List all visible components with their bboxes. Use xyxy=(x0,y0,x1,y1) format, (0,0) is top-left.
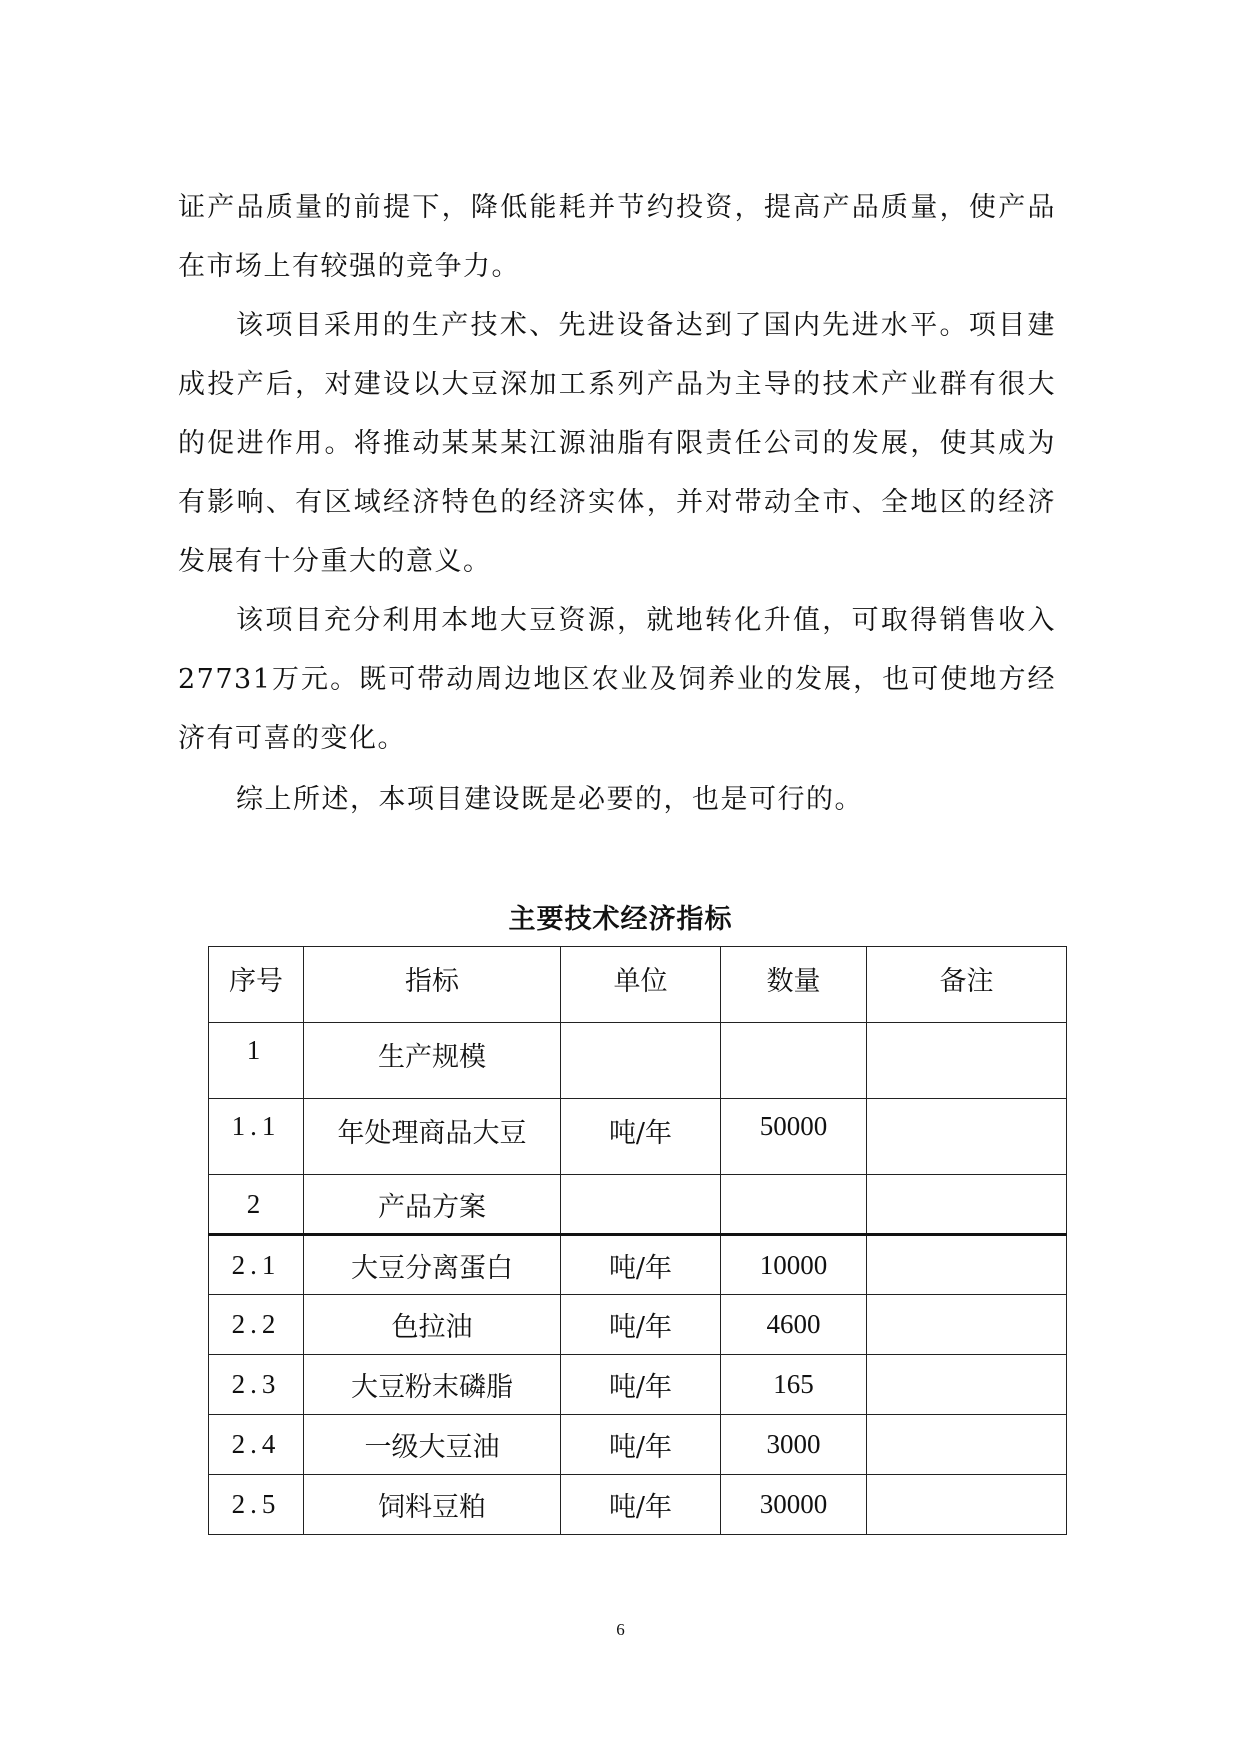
cell-quantity: 165 xyxy=(721,1355,867,1415)
table-header-row xyxy=(209,947,1067,1023)
cell-remark xyxy=(867,1023,1067,1099)
cell-quantity: 4600 xyxy=(721,1295,867,1355)
cell-seq: 2.4 xyxy=(209,1415,304,1475)
cell-remark xyxy=(867,1415,1067,1475)
cell-indicator: 产品方案 xyxy=(304,1175,561,1235)
cell-indicator: 生产规模 xyxy=(304,1023,561,1099)
indicators-table xyxy=(208,946,1067,1535)
table-row xyxy=(209,1415,1067,1475)
cell-unit: 吨/年 xyxy=(561,1415,721,1475)
body-paragraph: 证产品质量的前提下，降低能耗并节约投资，提高产品质量，使产品在市场上有较强的竞争力。 xyxy=(178,192,1056,282)
cell-remark xyxy=(867,1099,1067,1175)
cell-unit xyxy=(561,1023,721,1099)
cell-indicator: 一级大豆油 xyxy=(304,1415,561,1475)
cell-seq: 2.5 xyxy=(209,1475,304,1535)
cell-unit xyxy=(561,1175,721,1235)
table-row xyxy=(209,1355,1067,1415)
header-remark: 备注 xyxy=(867,947,1067,1023)
cell-quantity xyxy=(721,1175,867,1235)
cell-indicator: 色拉油 xyxy=(304,1295,561,1355)
table-row xyxy=(209,1475,1067,1535)
table-row xyxy=(209,1099,1067,1175)
cell-remark xyxy=(867,1235,1067,1295)
cell-remark xyxy=(867,1295,1067,1355)
table-row xyxy=(209,1023,1067,1099)
cell-seq: 1.1 xyxy=(209,1099,304,1175)
cell-seq: 2 xyxy=(209,1175,304,1235)
cell-unit: 吨/年 xyxy=(561,1355,721,1415)
cell-quantity: 30000 xyxy=(721,1475,867,1535)
cell-unit: 吨/年 xyxy=(561,1235,721,1295)
cell-unit: 吨/年 xyxy=(561,1099,721,1175)
body-paragraph: 综上所述，本项目建设既是必要的，也是可行的。 xyxy=(236,784,863,815)
cell-quantity: 50000 xyxy=(721,1099,867,1175)
cell-seq: 1 xyxy=(209,1023,304,1099)
cell-seq: 2.3 xyxy=(209,1355,304,1415)
table-title: 主要技术经济指标 xyxy=(508,904,733,935)
table-row xyxy=(209,1295,1067,1355)
cell-remark xyxy=(867,1175,1067,1235)
cell-unit: 吨/年 xyxy=(561,1475,721,1535)
cell-indicator: 年处理商品大豆 xyxy=(304,1099,561,1175)
header-seq: 序号 xyxy=(209,947,304,1023)
page-number: 6 xyxy=(616,1620,625,1639)
cell-quantity xyxy=(721,1023,867,1099)
cell-quantity: 3000 xyxy=(721,1415,867,1475)
header-indicator: 指标 xyxy=(304,947,561,1023)
cell-remark xyxy=(867,1355,1067,1415)
cell-seq: 2.2 xyxy=(209,1295,304,1355)
cell-indicator: 大豆分离蛋白 xyxy=(304,1235,561,1295)
cell-remark xyxy=(867,1475,1067,1535)
cell-unit: 吨/年 xyxy=(561,1295,721,1355)
cell-seq: 2.1 xyxy=(209,1235,304,1295)
header-unit: 单位 xyxy=(561,947,721,1023)
cell-indicator: 大豆粉末磷脂 xyxy=(304,1355,561,1415)
table-row xyxy=(209,1175,1067,1235)
header-quantity: 数量 xyxy=(721,947,867,1023)
body-paragraph: 该项目充分利用本地大豆资源，就地转化升值，可取得销售收入27731万元。既可带动周边地区农业及饲养业的发展，也可使地方经济有可喜的变化。 xyxy=(178,605,1056,754)
cell-quantity: 10000 xyxy=(721,1235,867,1295)
body-paragraph: 该项目采用的生产技术、先进设备达到了国内先进水平。项目建成投产后，对建设以大豆深加工系列产品为主导的技术产业群有很大的促进作用。将推动某某某江源油脂有限责任公司的发展，使其成为有影响、有区域经济特色的经济实体，并对带动全市、全地区的经济发展有十分重大的意义。 xyxy=(178,310,1056,577)
table-row xyxy=(209,1235,1067,1295)
cell-indicator: 饲料豆粕 xyxy=(304,1475,561,1535)
